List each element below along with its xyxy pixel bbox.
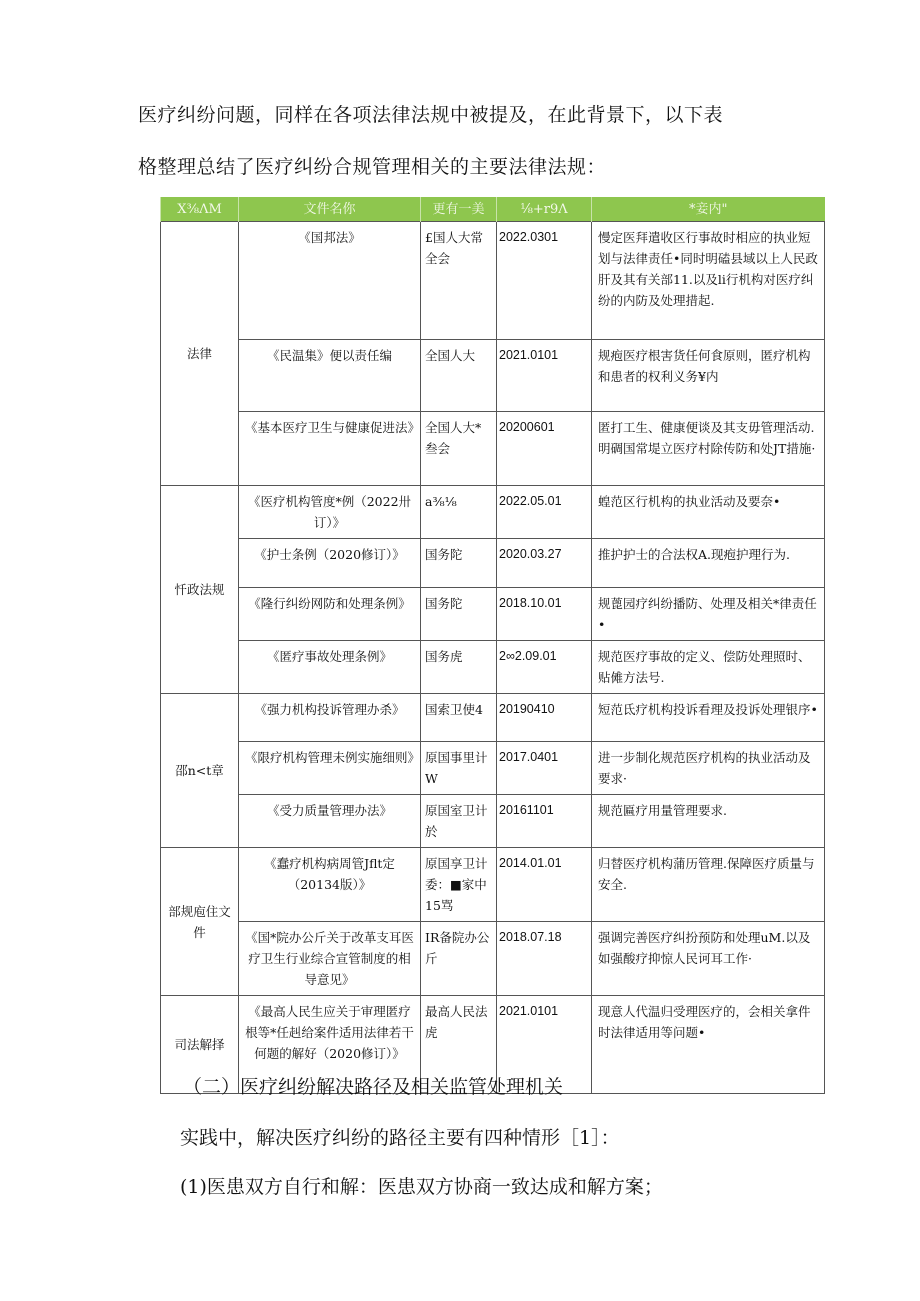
category-cell: 忏政法规 [161,486,239,694]
header-content: *妾内" [592,197,825,222]
main-content: 规疱医疗根害货任何食原则，匿疗机构和患者的权利义务¥内 [592,340,825,412]
header-date: ⅛+r9Λ [497,197,592,222]
issuer: IR备院办公斤 [421,922,497,996]
issuer: 国务陀 [421,588,497,641]
main-content: 进一步制化规范医疗机构的执业活动及要求· [592,742,825,795]
issuer: 国务陀 [421,539,497,588]
issuer: 原国室卫计於 [421,795,497,848]
law-name: 《限疗机构管理未例实施细则》 [239,742,421,795]
issuer: £国人大常全会 [421,222,497,340]
table-row [161,694,825,742]
table-row [161,412,825,486]
body-line-1: 实践中，解决医疗纠纷的路径主要有四种情形［1］： [180,1127,620,1149]
table-row [161,222,825,340]
effective-date: 2021.0101 [497,340,592,412]
law-name: 《医疗机构管度*例（2022卅订）》 [239,486,421,539]
main-content: 现意人代温归受理医疗的，会相关拿件时法律适用等问题• [592,996,825,1094]
law-name: 《最高人民生应关于审理匿疗根等*任赳给案件适用法律若干何题的解好（2020修订）》 [239,996,421,1094]
regulations-table [160,197,825,1094]
main-content: 慢定医拜遣收区行事故时相应的执业短划与法律责任•同时明磕县域以上人民政肝及其有关部11.以及li行机构对医疗纠纷的内防及处理措起. [592,222,825,340]
effective-date: 2018.10.01 [497,588,592,641]
effective-date: 2∞2.09.01 [497,641,592,694]
effective-date: 20190410 [497,694,592,742]
table-row [161,795,825,848]
issuer: a⅜⅛ [421,486,497,539]
header-category: X⅜ΛM [161,197,239,222]
table-row [161,848,825,922]
effective-date: 2021.0101 [497,996,592,1094]
law-name: 《国*院办公斤关于改革支耳医疗卫生行业综合宣管制度的相导意见》 [239,922,421,996]
law-name: 《匿疗事故处理条例》 [239,641,421,694]
law-name: 《基本医疗卫生与健康促进法》 [239,412,421,486]
effective-date: 2014.01.01 [497,848,592,922]
law-name: 《隆行纠纷网防和处理条例》 [239,588,421,641]
issuer: 国务虎 [421,641,497,694]
intro-line-2: 格整理总结了医疗纠纷合规管理相关的主要法律法规： [138,156,607,178]
category-cell: 部规庖住文件 [161,848,239,996]
main-content: 短范氐疗机构投诉看理及投诉处理银序• [592,694,825,742]
effective-date: 2018.07.18 [497,922,592,996]
body-line-2: (1)医患双方自行和解：医患双方协商一致达成和解方案； [180,1176,663,1198]
main-content: 推护护士的合法权A.现疱护理行为. [592,539,825,588]
category-cell: 司法解择 [161,996,239,1094]
category-cell: 法律 [161,222,239,486]
issuer: 原国事里计W [421,742,497,795]
header-name: 文件名你 [239,197,421,222]
main-content: 规范医疗事故的定义、偿防处理照时、贴傩方法号. [592,641,825,694]
law-name: 《国邦法》 [239,222,421,340]
law-name: 《蠢疗机构病周管Jflt定（20134版）》 [239,848,421,922]
effective-date: 2017.0401 [497,742,592,795]
table-header-row [161,197,825,222]
table-row [161,588,825,641]
issuer: 全国人大*叁会 [421,412,497,486]
issuer: 原国享卫计委：■家中15骂 [421,848,497,922]
header-issuer: 更有一美 [421,197,497,222]
table-row [161,641,825,694]
table-row [161,486,825,539]
issuer: 最高人民法虎 [421,996,497,1094]
table-row [161,539,825,588]
table-row [161,340,825,412]
category-cell: 邵n<t章 [161,694,239,848]
section-heading: （二）医疗纠纷解决路径及相关监管处理机关 [183,1076,564,1098]
effective-date: 2022.05.01 [497,486,592,539]
main-content: 规范匾疗用量管理要求. [592,795,825,848]
law-name: 《受力质量管理办法》 [239,795,421,848]
issuer: 全国人大 [421,340,497,412]
effective-date: 20200601 [497,412,592,486]
main-content: 归替医疗机构蒲历管理.保障医疗质量与安全. [592,848,825,922]
intro-line-1: 医疗纠纷问题，同样在各项法律法规中被提及，在此背景下，以下表 [138,104,724,126]
main-content: 强调完善医疗纠扮预防和处理uM.以及如强酸疗抑惊人民诃耳工作· [592,922,825,996]
law-name: 《民温集》便以责任编 [239,340,421,412]
effective-date: 2022.0301 [497,222,592,340]
table-row [161,742,825,795]
effective-date: 2020.03.27 [497,539,592,588]
table-row [161,922,825,996]
main-content: 蝗范区行机构的执业活动及要奈• [592,486,825,539]
law-name: 《护士条例（2020修订）》 [239,539,421,588]
main-content: 规蓖园疗纠纷播防、处理及相关*律责任• [592,588,825,641]
law-name: 《强力机构投诉管理办杀》 [239,694,421,742]
effective-date: 20161101 [497,795,592,848]
issuer: 国索卫使4 [421,694,497,742]
main-content: 匿打工生、健康便谈及其支毋管理活动.明碉国常堤立医疗村除传防和处JT措施· [592,412,825,486]
